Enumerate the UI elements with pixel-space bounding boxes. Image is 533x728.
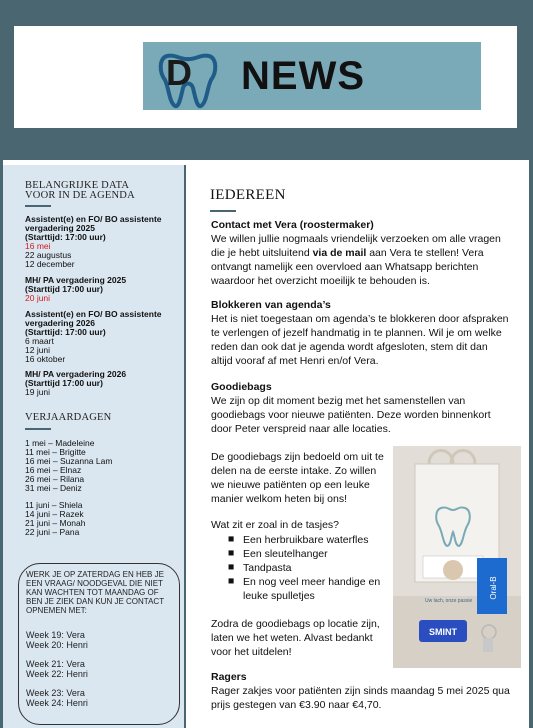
block4-time: (Starttijd 17:00 uur) [25,378,103,388]
block2-date-1: 20 juni [25,293,51,303]
block3-date-2: 12 juni [25,345,51,355]
text-span: aan Vera te stellen! Vera [366,247,484,259]
week-contact: Week 20: Henri [26,640,88,650]
paragraph-line: reden dan ook dat je agenda wordt afgesloten, stem dit dan [211,341,488,353]
paragraph-line: we nieuwe patiënten op een leuke [211,479,370,491]
border-right [529,160,533,728]
list-item: leuke spulletjes [243,590,315,602]
week-contact: Week 23: Vera [26,688,85,698]
paragraph-line: Wat zit er zoal in de tasjes? [211,519,339,531]
bullet-icon: ■ [228,547,235,559]
paragraph-line: We zijn op dit moment bezig met het samenstellen van [211,395,466,407]
weekend-contact-box [18,563,180,725]
bullet-icon: ■ [228,533,235,545]
block3-date-3: 16 oktober [25,354,66,364]
photo-label: Uw lach, onze passie [425,598,473,604]
page-title: IEDEREEN [210,187,286,203]
block2-title: MH/ PA vergadering 2025 [25,275,127,285]
birthday-item: 31 mei – Deniz [25,483,82,493]
paragraph-line: laten we het weten. Alvast bedankt [211,632,373,644]
bullet-icon: ■ [228,561,235,573]
paragraph-line: te verlengen of jezelf handmatig in te plannen. Wil je om welke [211,327,502,339]
logo-wordmark: NEWS [241,54,365,98]
paragraph-line: De goodiebags zijn bedoeld om uit te [211,451,384,463]
birthdays-rule [25,428,51,430]
block4-title: MH/ PA vergadering 2026 [25,369,127,379]
paragraph-line: prijs gestegen van €3.90 naar €4,70. [211,699,382,711]
list-item: Een sleutelhanger [243,548,328,560]
section-heading: Blokkeren van agenda’s [211,299,331,311]
contact-text: EEN VRAAG/ NOODGEVAL DIE NIET [26,579,163,588]
contact-text: OPNEMEN MET: [26,606,87,615]
block3-title: Assistent(e) en FO/ BO assistente [25,309,162,319]
block1-title: Assistent(e) en FO/ BO assistente [25,214,162,224]
birthday-item: 1 mei – Madeleine [25,438,95,448]
title-rule [210,210,236,212]
contact-text: KAN WACHTEN TOT MAANDAG OF [26,588,159,597]
paragraph-line: Het is niet toegestaan om agenda’s te blokkeren door afspraken [211,313,509,325]
block1-title-2: vergadering 2025 [25,223,95,233]
block4-date-1: 19 juni [25,387,51,397]
paragraph-line: waardoor het overzicht moeilijk te behouden is. [211,275,430,287]
week-contact: Week 24: Henri [26,698,88,708]
paragraph-line: ontvangt namelijk een overvloed aan Whatsapp berichten [211,261,479,273]
goodiebag-illustration [393,446,521,668]
agenda-rule [25,205,51,207]
block2-time: (Starttijd 17:00 uur) [25,284,103,294]
list-item: Een herbruikbare waterfles [243,534,369,546]
birthday-item: 11 juni – Shiela [25,500,83,510]
birthday-item: 11 mei – Brigitte [25,447,86,457]
logo-banner-end [383,42,481,110]
birthday-item: 26 mei – Rilana [25,474,85,484]
birthdays-title: VERJAARDAGEN [25,412,112,423]
block3-date-1: 6 maart [25,336,54,346]
paragraph-line: altijd vooraf af met Henri en/of Vera. [211,355,379,367]
text-span: die je hebt uitsluitend [211,247,313,259]
week-contact: Week 21: Vera [26,659,85,669]
birthday-item: 16 mei – Elnaz [25,465,82,475]
text-bold: via de mail [312,247,367,259]
list-item: En nog veel meer handige en [243,576,381,588]
bullet-icon: ■ [228,575,235,587]
contact-text: WERK JE OP ZATERDAG EN HEB JE [26,570,164,579]
block3-title-2: vergadering 2026 [25,318,95,328]
paragraph-line: We willen jullie nogmaals vriendelijk verzoeken om alle vragen [211,233,501,245]
photo-label: Oral-B [489,576,498,600]
block1-date-3: 12 december [25,259,75,269]
logo-letter: D [166,52,192,93]
list-item: Tandpasta [243,562,292,574]
birthday-item: 16 mei – Suzanna Lam [25,456,113,466]
week-contact: Week 19: Vera [26,630,85,640]
agenda-title-2: VOOR IN DE AGENDA [25,190,135,201]
paragraph-line [211,246,484,260]
birthday-item: 14 juni – Razek [25,509,84,519]
section-heading: Contact met Vera (roostermaker) [211,219,374,231]
contact-text: BEN JE ZIEK DAN KUN JE CONTACT [26,597,165,606]
logo-banner [143,42,383,110]
block1-date-1: 16 mei [25,241,51,251]
section-heading: Goodiebags [211,381,272,393]
week-contact: Week 22: Henri [26,669,88,679]
birthday-item: 21 juni – Monah [25,518,86,528]
photo-label: SMINT [429,627,457,637]
paragraph-line: voor het uitdelen! [211,646,292,658]
block3-time: (Starttijd: 17:00 uur) [25,327,106,337]
block1-time: (Starttijd: 17:00 uur) [25,232,106,242]
paragraph-line: manier welkom heten bij ons! [211,493,347,505]
goodiebag-photo [393,446,521,668]
birthday-item: 22 juni – Pana [25,527,80,537]
section-heading: Ragers [211,671,247,683]
paragraph-line: Zodra de goodiebags op locatie zijn, [211,618,380,630]
agenda-title: BELANGRIJKE DATA [25,180,130,191]
paragraph-line: delen na de eerste intake. Zo willen [211,465,377,477]
paragraph-line: goodiebags voor nieuwe patiënten. Deze worden binnenkort [211,409,491,421]
paragraph-line: Rager zakjes voor patiënten zijn sinds maandag 5 mei 2025 qua [211,685,510,697]
block1-date-2: 22 augustus [25,250,72,260]
paragraph-line: door Peter verspreid naar alle locaties. [211,423,391,435]
